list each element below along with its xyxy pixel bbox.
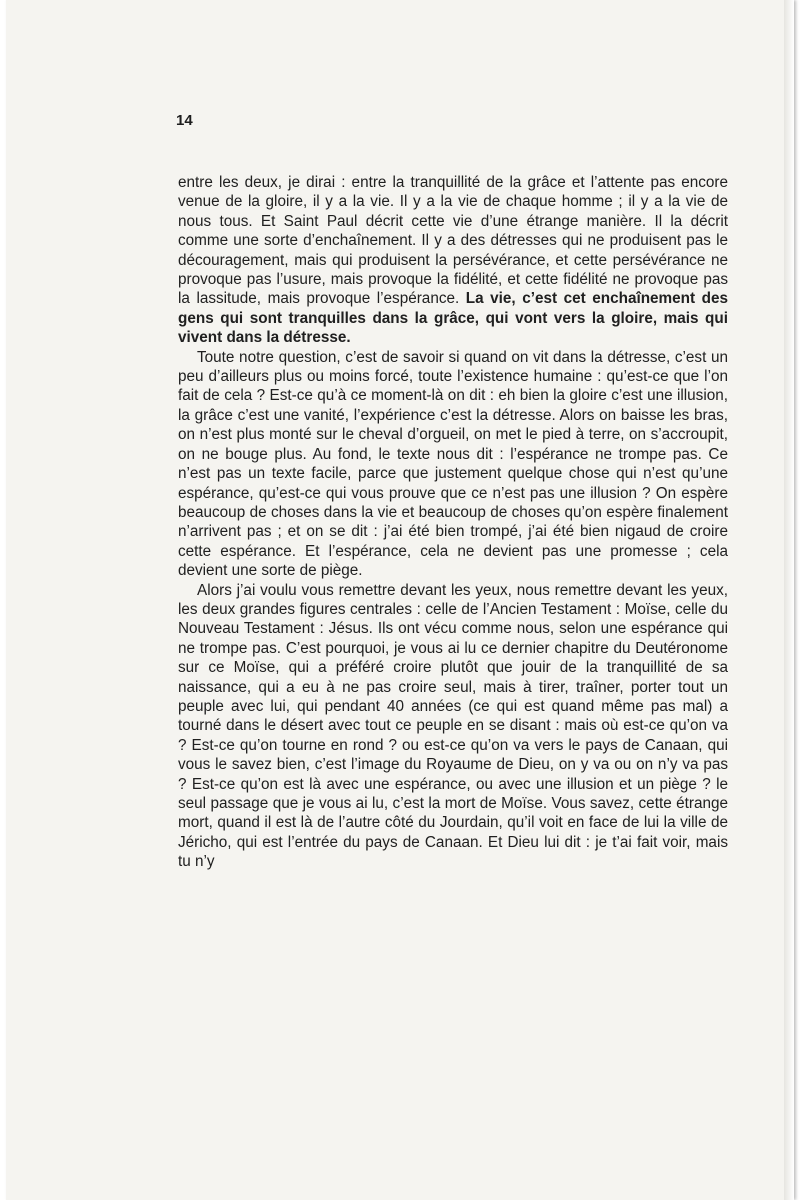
paragraph-1-text: entre les deux, je dirai : entre la tranquillité de la grâce et l’attente pas encore venue de la gloire, il y a la vie. Il y a la vie de chaque homme ; il y a la vie de nous tous. Et Saint Paul décrit cette vie d’une étrange manière. Il la décrit comme une sorte d’enchaînement. Il y a des détresses qui ne produisent pas le découragement, mais qui produisent la persévérance, et cette persévérance ne provoque pas l’usure, mais provoque la fidélité, et cette fidélité ne provoque pas la lassitude, mais provoque l’espérance. — [178, 174, 728, 308]
body-text — [178, 173, 728, 872]
paragraph-2: Toute notre question, c’est de savoir si quand on vit dans la détresse, c’est un peu d’ailleurs plus ou moins forcé, toute l’existence humaine : qu’est-ce que l’on fait de cela ? Est-ce qu’à ce moment-là on dit : eh bien la gloire c’est une illusion, la grâce c’est une vanité, l’expérience c’est la détresse. Alors on baisse les bras, on n’est plus monté sur le cheval d’orgueil, on met le pied à terre, on s’accroupit, on ne bouge plus. Au fond, le texte nous dit : l’espérance ne trompe pas. Ce n’est pas un texte facile, parce que justement quelque chose qui n’est qu’une espérance, qu’est-ce qui vous prouve que ce n’est pas une illusion ? On espère beaucoup de choses dans la vie et beaucoup de choses qu’on espère finalement n’arrivent pas ; et on se dit : j’ai été bien trompé, j’ai été bien nigaud de croire cette espérance. Et l’espérance, cela ne devient pas une promesse ; cela devient une sorte de piège. — [178, 348, 728, 580]
paragraph-1 — [178, 173, 728, 348]
paragraph-1-bold-text: La vie, c’est cet enchaînement des gens qui sont tranquilles dans la grâce, qui vont vers la gloire, mais qui vivent dans la détresse. — [178, 290, 728, 347]
page-edge — [784, 0, 794, 1200]
book-page — [6, 0, 794, 1200]
page-number: 14 — [176, 112, 193, 129]
paragraph-3: Alors j’ai voulu vous remettre devant les yeux, nous remettre devant les yeux, les deux grandes figures centrales : celle de l’Ancien Testament : Moïse, celle du Nouveau Testament : Jésus. Ils ont vécu comme nous, selon une espérance qui ne trompe pas. C’est pourquoi, je vous ai lu ce dernier chapitre du Deutéronome sur ce Moïse, qui a préféré croire plutôt que jouir de la tranquillité de sa naissance, qui a eu à ne pas croire seul, mais à tirer, traîner, porter tout un peuple avec lui, qui pendant 40 années (ce qui est quand même pas mal) a tourné dans le désert avec tout ce peuple en se disant : mais où est-ce qu’on va ? Est-ce qu’on tourne en rond ? ou est-ce qu’on va vers le pays de Canaan, qui vous le savez bien, c’est l’image du Royaume de Dieu, on y va ou on n’y va pas ? Est-ce qu’on est là avec une espérance, ou avec une illusion et un piège ? le seul passage que je vous ai lu, c’est la mort de Moïse. Vous savez, cette étrange mort, quand il est là de l’autre côté du Jourdain, qu’il voit en face de lui la ville de Jéricho, qui est l’entrée du pays de Canaan. Et Dieu lui dit : je t’ai fait voir, mais tu n’y — [178, 581, 728, 871]
